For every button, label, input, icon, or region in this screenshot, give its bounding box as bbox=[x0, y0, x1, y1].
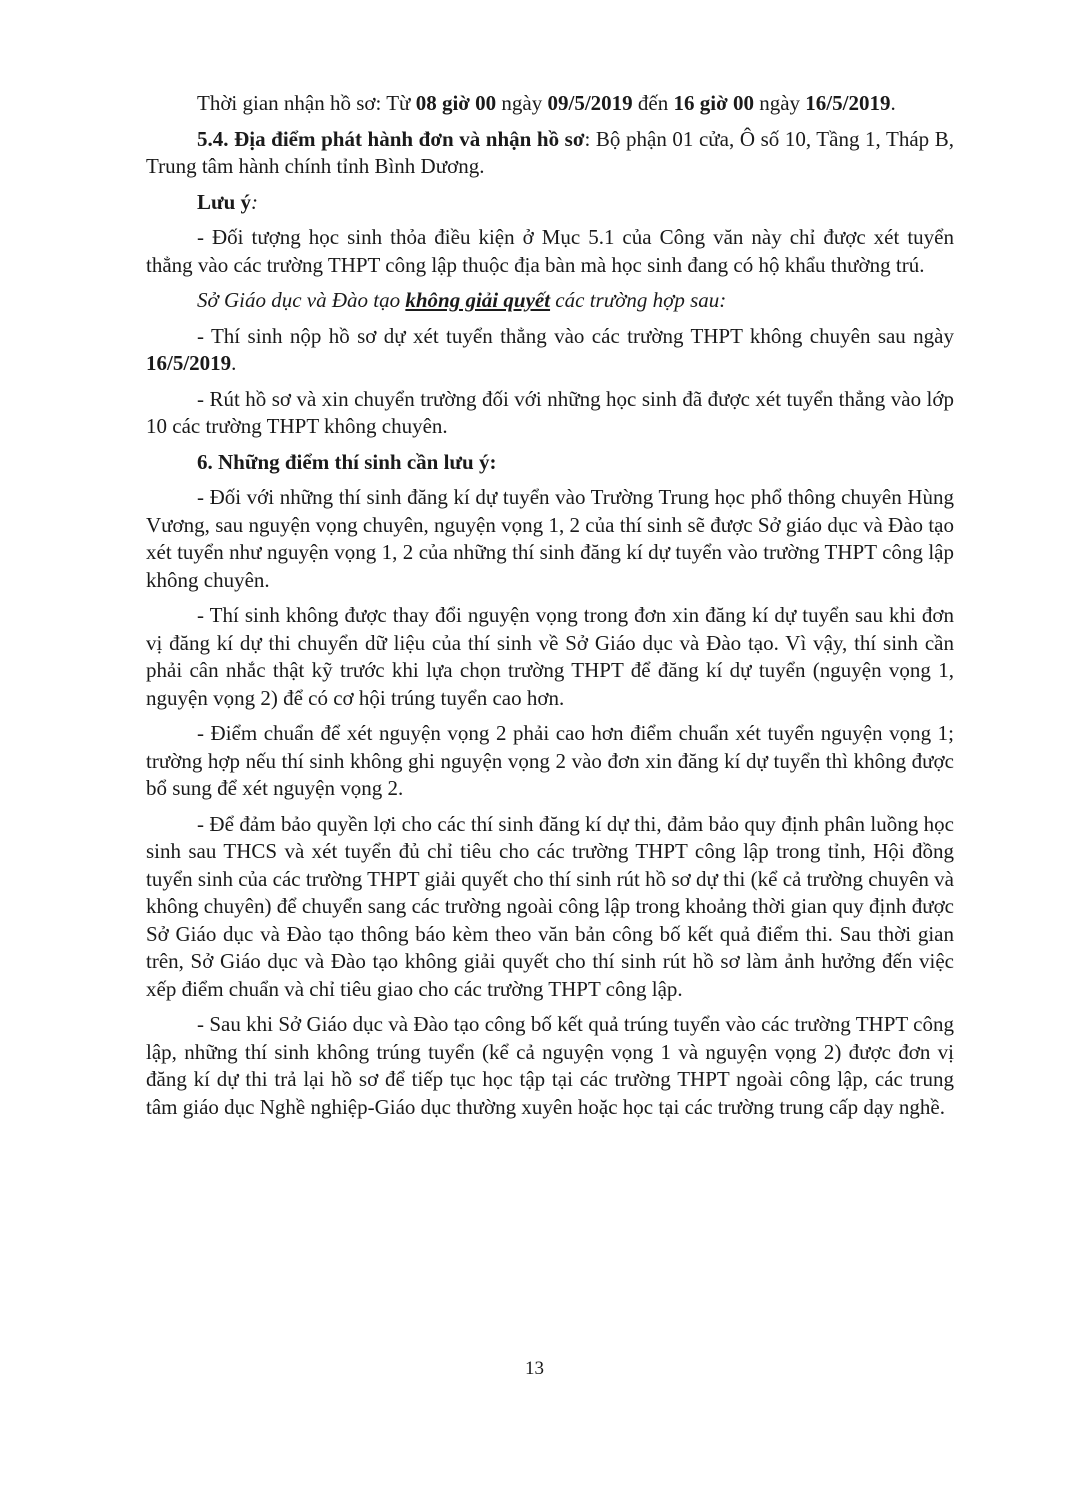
receipt-time-prefix: Thời gian nhận hồ sơ: Từ bbox=[197, 91, 416, 115]
receipt-end-hour: 16 giờ 00 bbox=[673, 91, 754, 115]
unresolved-cases-heading: Sở Giáo dục và Đào tạo không giải quyết các trường hợp sau: bbox=[197, 288, 727, 312]
document-body bbox=[146, 90, 954, 1129]
section-5-4-heading: 5.4. Địa điểm phát hành đơn và nhận hồ sơ bbox=[197, 126, 585, 151]
receipt-end-date: 16/5/2019 bbox=[805, 91, 891, 115]
section-6-item: - Thí sinh không được thay đổi nguyện vọng trong đơn xin đăng kí dự tuyển sau khi đơn vị đăng kí dự thi chuyển dữ liệu của thí sinh về Sở Giáo dục và Đào tạo. Vì vậy, thí sinh cần phải cân nhắc thật kỹ trước khi lựa chọn trường THPT để đăng kí dự tuyển (nguyện vọng 1, nguyện vọng 2) để có cơ hội trúng tuyển cao hơn. bbox=[146, 603, 954, 710]
section-6-item: - Để đảm bảo quyền lợi cho các thí sinh đăng kí dự thi, đảm bảo quy định phân luồng học sinh sau THCS và xét tuyển đủ chỉ tiêu cho các trường THPT công lập trong tỉnh, Hội đồng tuyển sinh của các trường THPT giải quyết cho thí sinh rút hồ sơ dự thi (kể cả trường chuyên và không chuyên) để chuyển sang các trường ngoài công lập trong khoảng thời gian quy định được Sở Giáo dục và Đào tạo thông báo kèm theo văn bản công bố kết quả điểm thi. Sau thời gian trên, Sở Giáo dục và Đào tạo không giải quyết cho thí sinh rút hồ sơ làm ảnh hưởng đến việc xếp điểm chuẩn và chỉ tiêu giao cho các trường THPT công lập. bbox=[146, 811, 954, 1001]
unresolved-case-1: - Thí sinh nộp hồ sơ dự xét tuyển thẳng vào các trường THPT không chuyên sau ngày 16/5/2019. bbox=[146, 323, 954, 375]
deadline-date: 16/5/2019 bbox=[146, 351, 232, 375]
note-item-1: - Đối tượng học sinh thỏa điều kiện ở Mục 5.1 của Công văn này chỉ được xét tuyển thẳng vào các trường THPT công lập thuộc địa bàn mà học sinh đang có hộ khẩu thường trú. bbox=[146, 225, 954, 277]
section-5-4-paragraph bbox=[146, 126, 954, 181]
note-label: Lưu ý bbox=[197, 189, 252, 214]
unresolved-case-2: - Rút hồ sơ và xin chuyển trường đối với những học sinh đã được xét tuyển thẳng vào lớp 10 các trường THPT không chuyên. bbox=[146, 386, 954, 438]
note-heading: Lưu ý: bbox=[197, 189, 259, 214]
section-5-4-text: : Bộ phận 01 cửa, Ô số 10, Tầng 1, Tháp B, Trung tâm hành chính tỉnh Bình Dương. bbox=[146, 126, 954, 178]
unresolved-emphasis: không giải quyết bbox=[405, 288, 551, 312]
receipt-start-hour: 08 giờ 00 bbox=[415, 91, 497, 115]
section-6-item: - Sau khi Sở Giáo dục và Đào tạo công bố kết quả trúng tuyển vào các trường THPT công lập, những thí sinh không trúng tuyển (kể cả nguyện vọng 1 và nguyện vọng 2) được đơn vị đăng kí dự thi trả lại hồ sơ để tiếp tục học tập tại các trường THPT ngoài công lập, các trung tâm giáo dục Nghề nghiệp-Giáo dục thường xuyên hoặc học tại các trường trung cấp dạy nghề. bbox=[146, 1012, 954, 1119]
receipt-time-paragraph: Thời gian nhận hồ sơ: Từ 08 giờ 00 ngày 09/5/2019 đến 16 giờ 00 ngày 16/5/2019. bbox=[197, 91, 896, 115]
receipt-start-date: 09/5/2019 bbox=[547, 91, 633, 115]
page-number: 13 bbox=[525, 1358, 544, 1379]
section-6-heading: 6. Những điểm thí sinh cần lưu ý: bbox=[197, 449, 497, 474]
section-6-item: - Điểm chuẩn để xét nguyện vọng 2 phải cao hơn điểm chuẩn xét tuyển nguyện vọng 1; trường hợp nếu thí sinh không ghi nguyện vọng 2 vào đơn xin đăng kí dự tuyển thì không được bổ sung để xét nguyện vọng 2. bbox=[146, 721, 954, 800]
section-6-item: - Đối với những thí sinh đăng kí dự tuyển vào Trường Trung học phổ thông chuyên Hùng Vương, sau nguyện vọng chuyên, nguyện vọng 1, 2 của thí sinh sẽ được Sở giáo dục và Đào tạo xét tuyển như nguyện vọng 1, 2 của những thí sinh đăng kí dự tuyển vào trường THPT công lập không chuyên. bbox=[146, 485, 954, 592]
